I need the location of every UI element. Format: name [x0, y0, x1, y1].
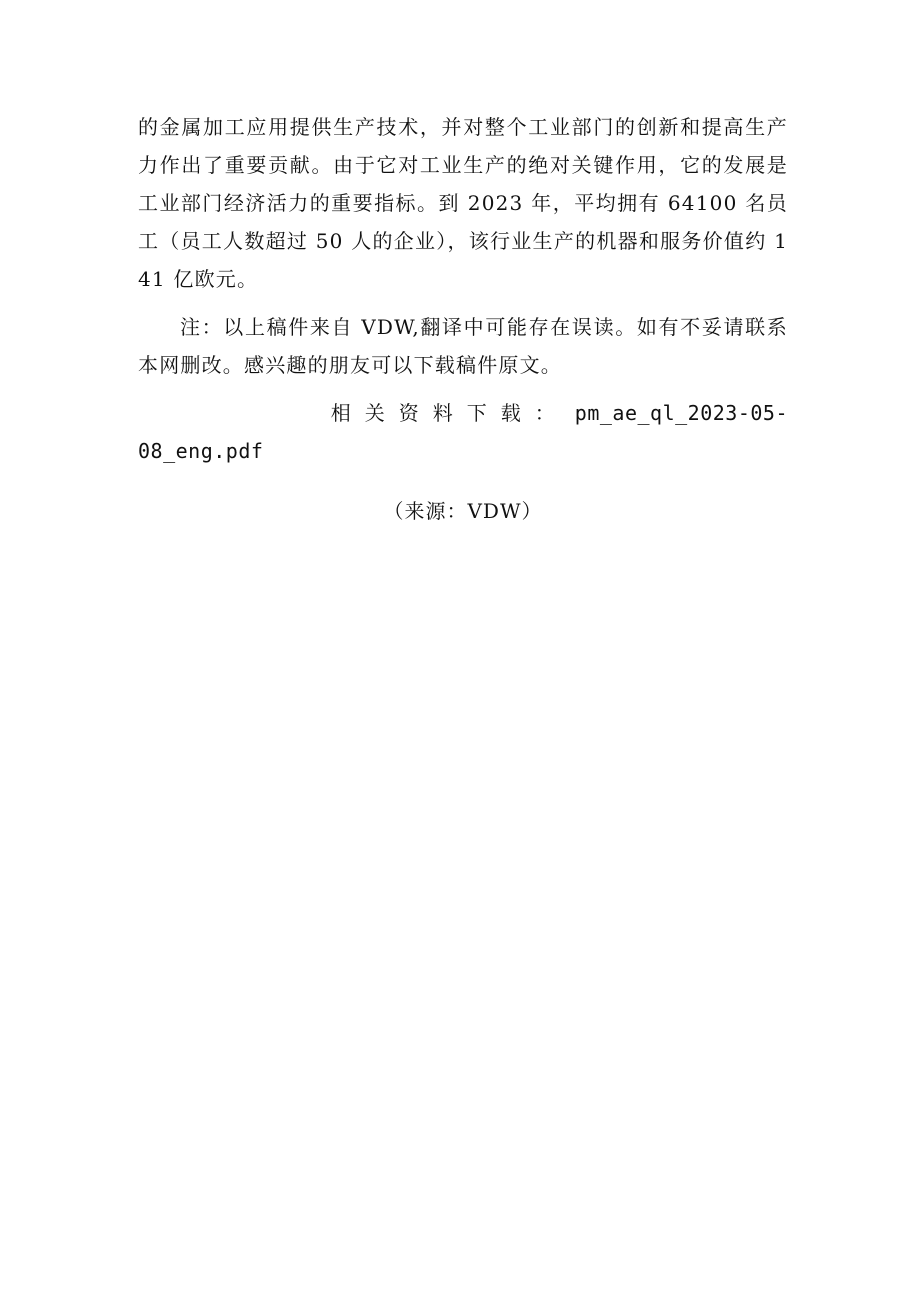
translation-note: 注：以上稿件来自 VDW,翻译中可能存在误读。如有不妥请联系本网删改。感兴趣的朋友可以下载稿件原文。	[138, 315, 788, 377]
source-attribution: （来源：VDW）	[383, 499, 543, 523]
article-paragraph: 的金属加工应用提供生产技术，并对整个工业部门的创新和提高生产力作出了重要贡献。由于它对工业生产的绝对关键作用，它的发展是工业部门经济活力的重要指标。到 2023 年，平均拥有 64100 名员工（员工人数超过 50 人的企业），该行业生产的机器和服务价值约 141 亿欧元。	[138, 115, 788, 291]
download-section	[138, 394, 788, 470]
article-body	[138, 108, 788, 530]
download-file-link-part2[interactable]: 08_eng.pdf	[138, 439, 264, 463]
download-label: 相关资料下载：	[330, 401, 569, 425]
download-file-link-part1[interactable]: pm_ae_ql_2023-05-	[574, 401, 788, 425]
